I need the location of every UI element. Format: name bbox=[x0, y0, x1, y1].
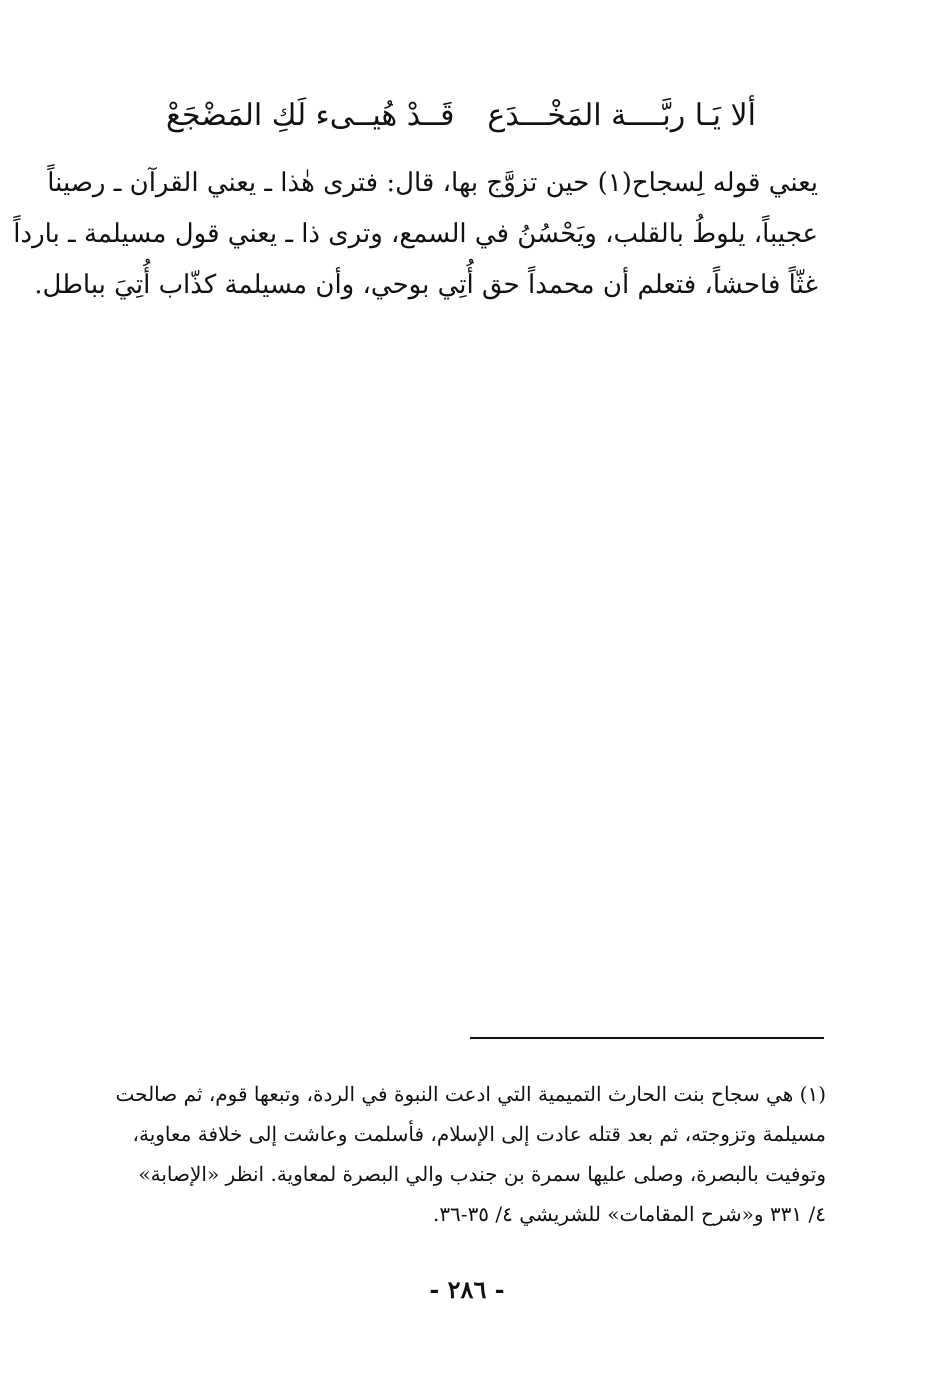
verse-first-hemistich: ألا يَـا ربَّــــة المَخْـــدَع bbox=[487, 98, 756, 133]
main-text-line: غثّاً فاحشاً، فتعلم أن محمداً حق أُتِي بوحي، وأن مسيلمة كذّاب أُتِيَ بباطل. bbox=[34, 270, 818, 300]
verse-second-hemistich: قَــدْ هُيــىء لَكِ المَضْجَعْ bbox=[166, 98, 455, 133]
main-text-line: يعني قوله لِسجاح(١) حين تزوَّج بها، قال: فترى هٰذا ـ يعني القرآن ـ رصيناً bbox=[47, 168, 818, 198]
page-number: - ٢٨٦ - bbox=[429, 1275, 505, 1304]
footnote bbox=[100, 1074, 826, 1234]
footnote-line: (١) هي سجاح بنت الحارث التميمية التي ادعت النبوة في الردة، وتبعها قوم، ثم صالحت bbox=[115, 1082, 826, 1106]
poetry-verse bbox=[150, 88, 790, 144]
main-text-line: عجيباً، يلوطُ بالقلب، ويَحْسُنُ في السمع، وترى ذا ـ يعني قول مسيلمة ـ بارداً bbox=[13, 219, 818, 249]
footnote-separator bbox=[470, 1037, 824, 1039]
footnote-line: مسيلمة وتزوجته، ثم بعد قتله عادت إلى الإسلام، فأسلمت وعاشت إلى خلافة معاوية، bbox=[132, 1122, 826, 1146]
footnote-line: ٤/ ٣٣١ و«شرح المقامات» للشريشي ٤/ ٣٥-٣٦. bbox=[432, 1202, 826, 1226]
footnote-line: وتوفيت بالبصرة، وصلى عليها سمرة بن جندب والي البصرة لمعاوية. انظر «الإصابة» bbox=[138, 1162, 826, 1186]
main-paragraph bbox=[13, 158, 818, 311]
